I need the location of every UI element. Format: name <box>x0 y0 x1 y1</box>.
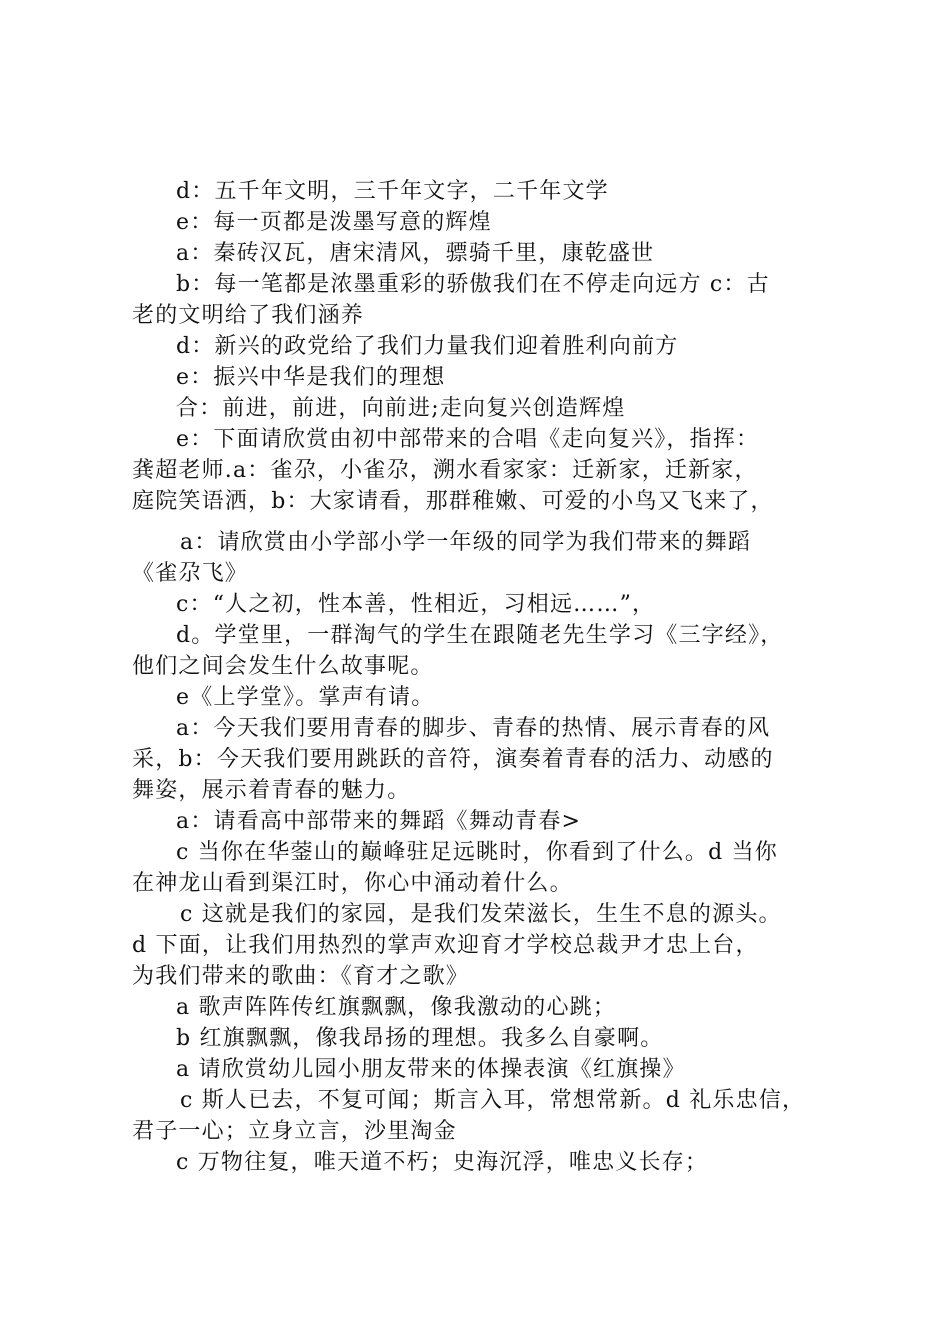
text-line: a：请看高中部带来的舞蹈《舞动青春> <box>176 809 582 834</box>
text-line: b 红旗飘飘，像我昂扬的理想。我多么自豪啊。 <box>176 1026 664 1051</box>
text-line: 《雀尕飞》 <box>132 561 249 586</box>
text-line: d 下面，让我们用热烈的掌声欢迎育才学校总裁尹才忠上台， <box>132 933 759 958</box>
text-line: e：下面请欣赏由初中部带来的合唱《走向复兴》，指挥： <box>176 427 760 452</box>
text-line: a 请欣赏幼儿园小朋友带来的体操表演《红旗操》 <box>176 1057 686 1082</box>
text-line: e《上学堂》。掌声有请。 <box>176 685 435 710</box>
text-line: 庭院笑语洒，b：大家请看，那群稚嫩、可爱的小鸟又飞来了， <box>132 489 774 514</box>
text-line: a：今天我们要用青春的脚步、青春的热情、展示青春的风 <box>176 716 771 741</box>
text-line: c 斯人已去，不复可闻；斯言入耳，常想常新。d 礼乐忠信， <box>180 1088 806 1113</box>
text-line: d：新兴的政党给了我们力量我们迎着胜利向前方 <box>176 334 679 359</box>
text-line: a：请欣赏由小学部小学一年级的同学为我们带来的舞蹈 <box>180 530 752 555</box>
text-line: 龚超老师.a：雀尕，小雀尕，溯水看家家：迁新家，迁新家， <box>132 458 758 483</box>
text-line: 他们之间会发生什么故事呢。 <box>132 654 434 679</box>
text-line: 采，b：今天我们要用跳跃的音符，演奏着青春的活力、动感的 <box>132 747 774 772</box>
text-line: 老的文明给了我们涵养 <box>132 303 365 328</box>
text-line: 舞姿，展示着青春的魅力。 <box>132 778 411 803</box>
text-line: a 歌声阵阵传红旗飘飘，像我激动的心跳； <box>176 995 617 1020</box>
text-line: 君子一心；立身立言，沙里淘金 <box>132 1119 457 1144</box>
text-line: c 这就是我们的家园，是我们发荣滋长，生生不息的源头。 <box>180 902 782 927</box>
text-line: e：每一页都是泼墨写意的辉煌 <box>176 210 492 235</box>
paragraph-gap <box>132 517 832 527</box>
text-line: d。学堂里，一群淘气的学生在跟随老先生学习《三字经》， <box>176 623 784 648</box>
text-line: c 当你在华蓥山的巅峰驻足远眺时，你看到了什么。d 当你 <box>176 840 778 865</box>
text-line: a：秦砖汉瓦，唐宋清风，骠骑千里，康乾盛世 <box>176 241 655 266</box>
document-body <box>132 176 832 1178</box>
text-line: e：振兴中华是我们的理想 <box>176 365 446 390</box>
text-line: 合：前进，前进，向前进;走向复兴创造辉煌 <box>176 396 626 421</box>
text-line: 在神龙山看到渠江时，你心中涌动着什么。 <box>132 871 573 896</box>
text-line: 为我们带来的歌曲：《育才之歌》 <box>132 964 470 989</box>
text-line: c：“人之初，性本善，性相近，习相远……”， <box>176 592 656 617</box>
text-line: c 万物往复，唯天道不朽；史海沉浮，唯忠义长存； <box>176 1150 709 1175</box>
text-line: d：五千年文明，三千年文字，二千年文学 <box>176 179 609 204</box>
text-line: b：每一笔都是浓墨重彩的骄傲我们在不停走向远方 c：古 <box>176 272 770 297</box>
